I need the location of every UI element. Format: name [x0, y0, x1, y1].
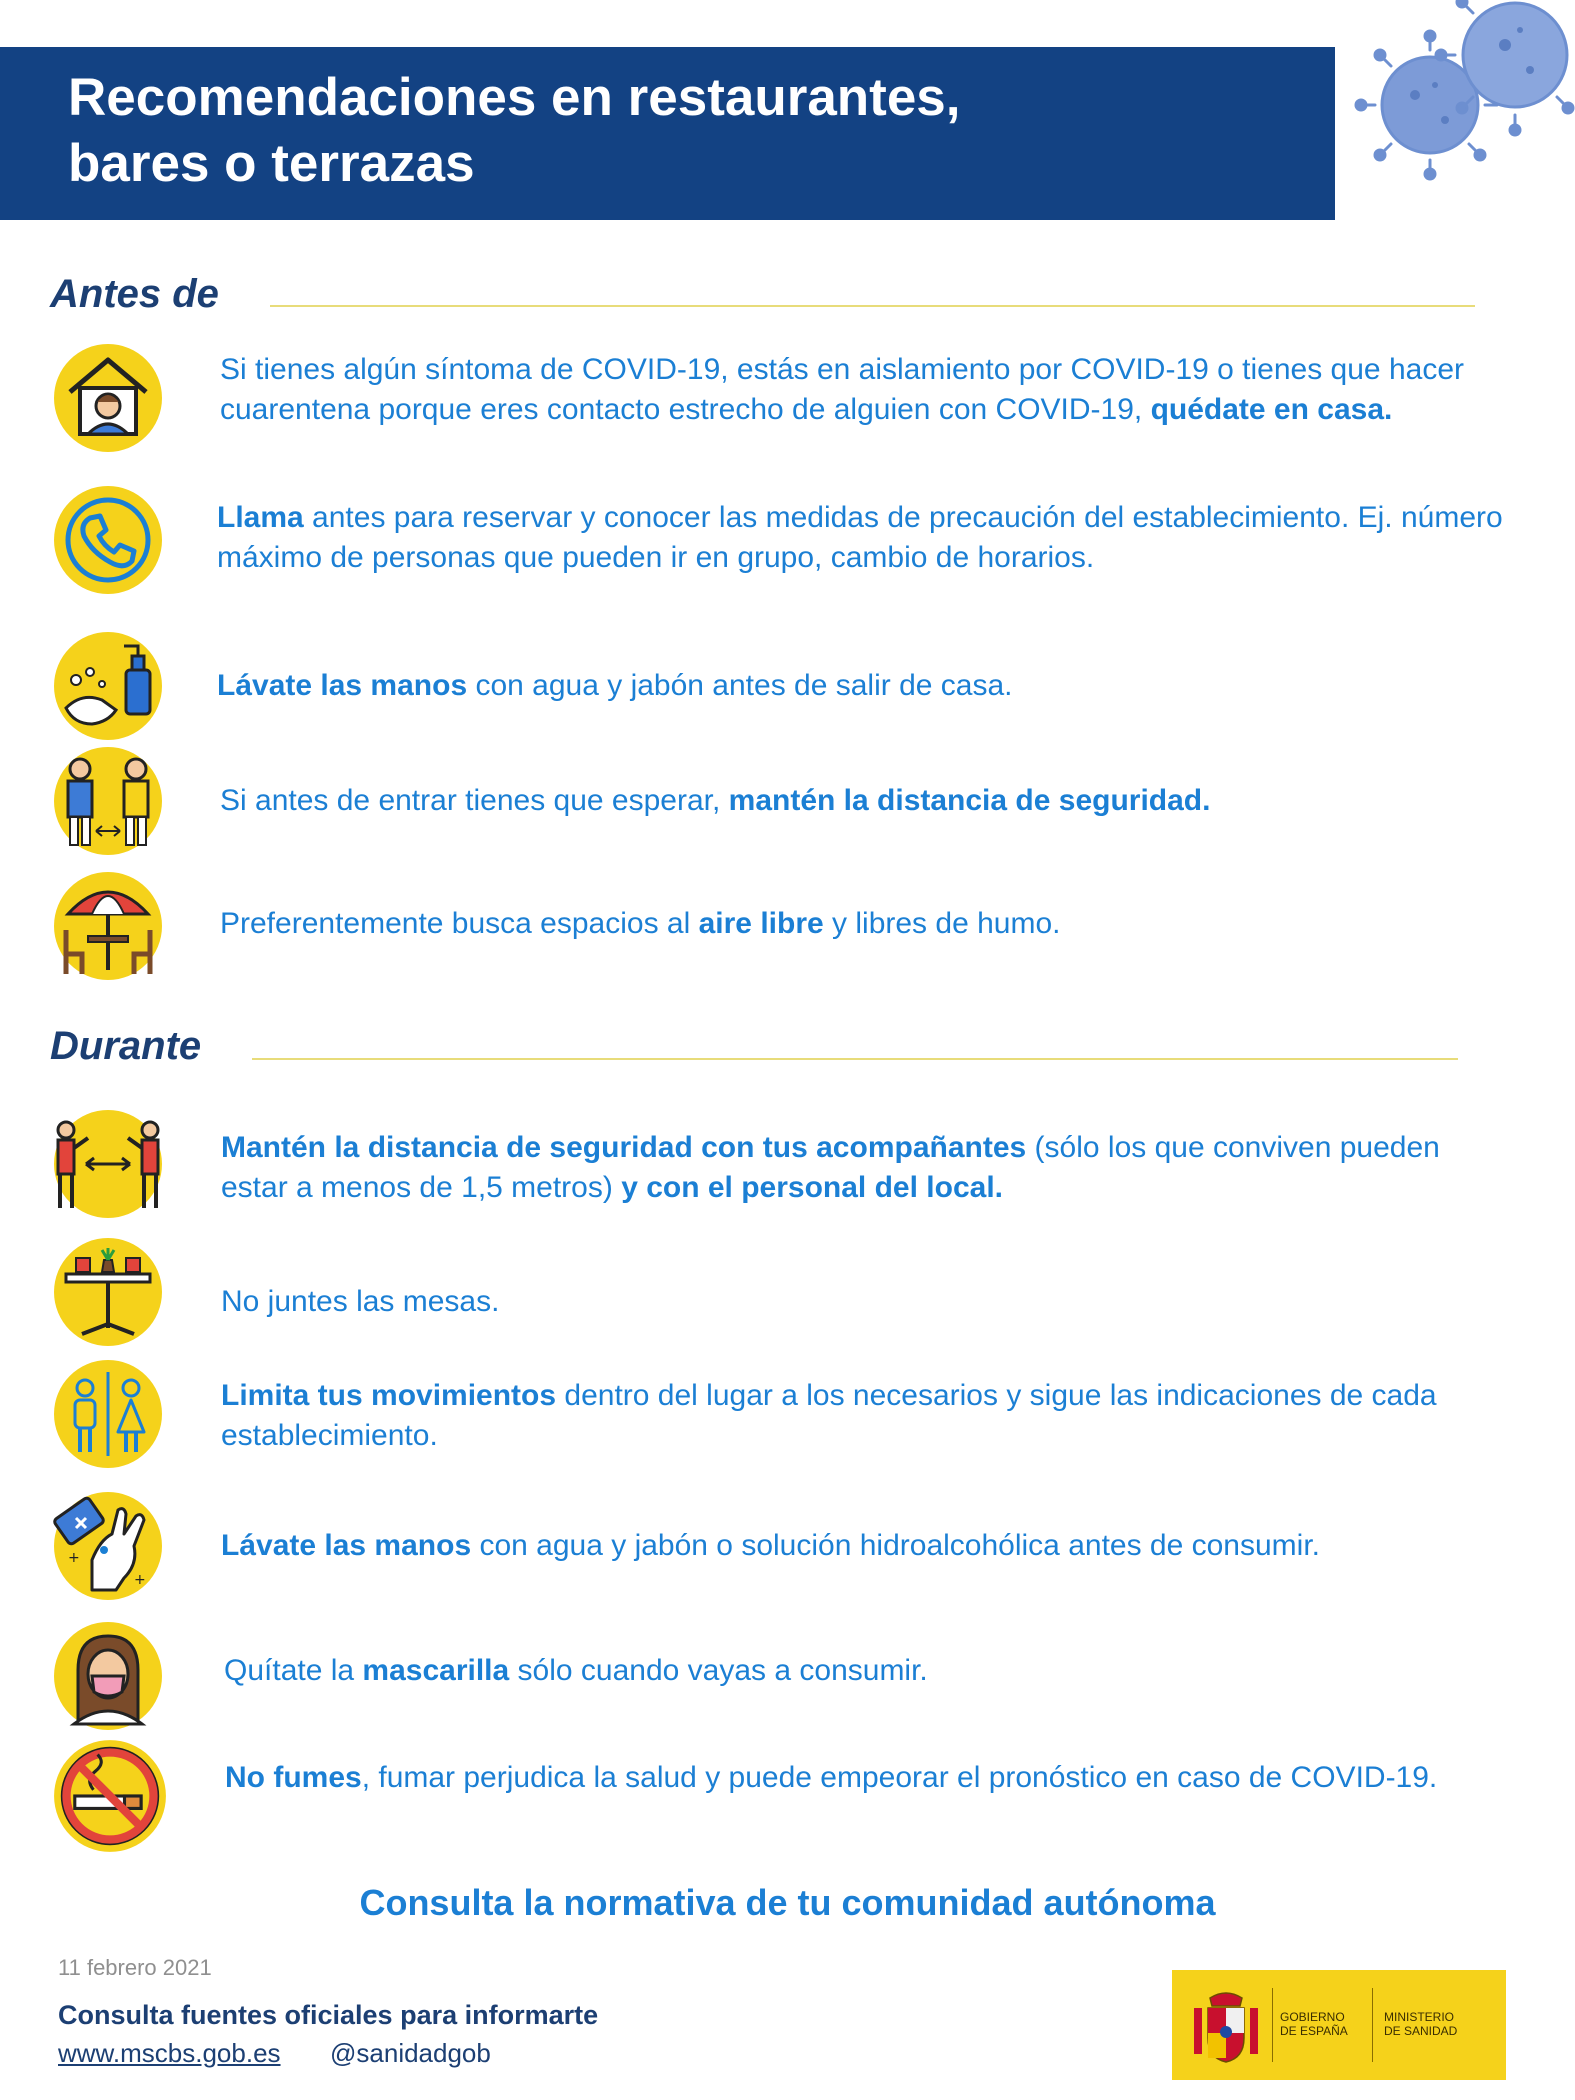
ministerio-line-1: MINISTERIO	[1384, 2010, 1455, 2024]
text-part: , fumar perjudica la salud y puede empeorar el pronóstico en caso de COVID-19.	[361, 1761, 1438, 1794]
mask-woman-icon	[52, 1620, 164, 1732]
text-part: sólo cuando vayas a consumir.	[509, 1654, 928, 1687]
section-title-antes: Antes de	[50, 272, 219, 316]
antes-item-5-text	[220, 904, 1490, 944]
no-smoking-icon	[52, 1738, 168, 1854]
text-part-bold: Llama	[217, 501, 304, 534]
social-distance-icon	[52, 745, 164, 857]
text-part-bold: No fumes	[225, 1761, 362, 1794]
text-part-bold: mantén la distancia de seguridad.	[728, 784, 1211, 817]
antes-item-2-text	[217, 498, 1517, 578]
text-part: Si antes de entrar tienes que esperar,	[220, 784, 729, 817]
text-part: con agua y jabón o solución hidroalcohólica antes de consumir.	[471, 1529, 1321, 1562]
text-part-bold: Mantén la distancia de seguridad con tus acompañantes	[221, 1131, 1027, 1164]
durante-item-2-text	[221, 1282, 1491, 1322]
ministry-website-link[interactable]: www.mscbs.gob.es	[58, 2038, 281, 2068]
logo-separator	[1272, 1988, 1273, 2062]
phone-icon	[52, 484, 164, 596]
official-sources-note: Consulta fuentes oficiales para informarte	[58, 2000, 599, 2030]
text-part: (sólo los que conviven pueden estar a menos de 1,5 metros)	[221, 1131, 1440, 1204]
terrace-umbrella-icon	[52, 870, 164, 982]
antes-item-3-text	[217, 666, 1487, 706]
logo-separator	[1372, 1988, 1373, 2062]
header-banner	[0, 47, 1335, 220]
text-part-bold: Lávate las manos	[217, 669, 468, 702]
text-part-bold: Limita tus movimientos	[221, 1379, 557, 1412]
text-part-bold: Lávate las manos	[221, 1529, 472, 1562]
restroom-icon	[52, 1358, 164, 1470]
gobierno-line-2: DE ESPAÑA	[1280, 2024, 1348, 2038]
page-title	[68, 65, 961, 197]
text-part: y libres de humo.	[823, 907, 1061, 940]
section-title-durante: Durante	[50, 1024, 202, 1068]
durante-item-5-text	[224, 1651, 1494, 1691]
hand-sanitizer-icon	[52, 1490, 164, 1602]
text-part: Quítate la	[224, 1654, 363, 1687]
twitter-handle[interactable]: @sanidadgob	[330, 2038, 491, 2068]
distance-people-icon	[52, 1108, 164, 1220]
publication-date: 11 febrero 2021	[58, 1955, 212, 1980]
government-logo	[1172, 1970, 1506, 2080]
antes-item-4-text	[220, 781, 1490, 821]
durante-item-6-text	[225, 1758, 1475, 1798]
section-divider-antes	[270, 305, 1475, 307]
ministerio-label	[1384, 2010, 1457, 2038]
durante-item-4-text	[221, 1526, 1521, 1566]
house-person-icon	[52, 342, 164, 454]
gobierno-line-1: GOBIERNO	[1280, 2010, 1345, 2024]
text-part: antes para reservar y conocer las medidas de precaución del establecimiento. Ej. número máximo de personas que pueden ir en grupo, cambio de horarios.	[217, 501, 1503, 574]
text-part: con agua y jabón antes de salir de casa.	[467, 669, 1013, 702]
table-icon	[52, 1236, 164, 1348]
text-part: No juntes las mesas.	[221, 1285, 500, 1318]
text-part-bold: y con el personal del local.	[621, 1171, 1003, 1204]
text-part: dentro del lugar a los necesarios y sigue las indicaciones de cada establecimiento.	[221, 1379, 1437, 1452]
ministerio-line-2: DE SANIDAD	[1384, 2024, 1458, 2038]
durante-item-1-text	[221, 1128, 1491, 1208]
svg-text:+: +	[68, 1550, 80, 1566]
svg-text:+: +	[134, 1572, 146, 1588]
hand-washing-icon	[52, 630, 164, 742]
antes-item-1-text	[220, 350, 1490, 430]
page-title-line-1: Recomendaciones en restaurantes,	[68, 68, 961, 127]
coat-of-arms-icon	[1190, 1988, 1262, 2066]
text-part-bold: aire libre	[698, 907, 824, 940]
text-part: Preferentemente busca espacios al	[220, 907, 699, 940]
virus-icon	[1345, 0, 1575, 185]
durante-item-3-text	[221, 1376, 1491, 1456]
page-title-line-2: bares o terrazas	[68, 134, 475, 193]
text-part-bold: mascarilla	[362, 1654, 510, 1687]
section-divider-durante	[252, 1058, 1458, 1060]
gobierno-label	[1280, 2010, 1348, 2038]
text-part: Si tienes algún síntoma de COVID-19, estás en aislamiento por COVID-19 o tienes que hacer cuarentena porque eres contacto estrecho de alguien con COVID-19,	[220, 353, 1464, 426]
text-part-bold: quédate en casa.	[1150, 393, 1393, 426]
consulta-normativa-callout: Consulta la normativa de tu comunidad autónoma	[359, 1882, 1216, 1923]
